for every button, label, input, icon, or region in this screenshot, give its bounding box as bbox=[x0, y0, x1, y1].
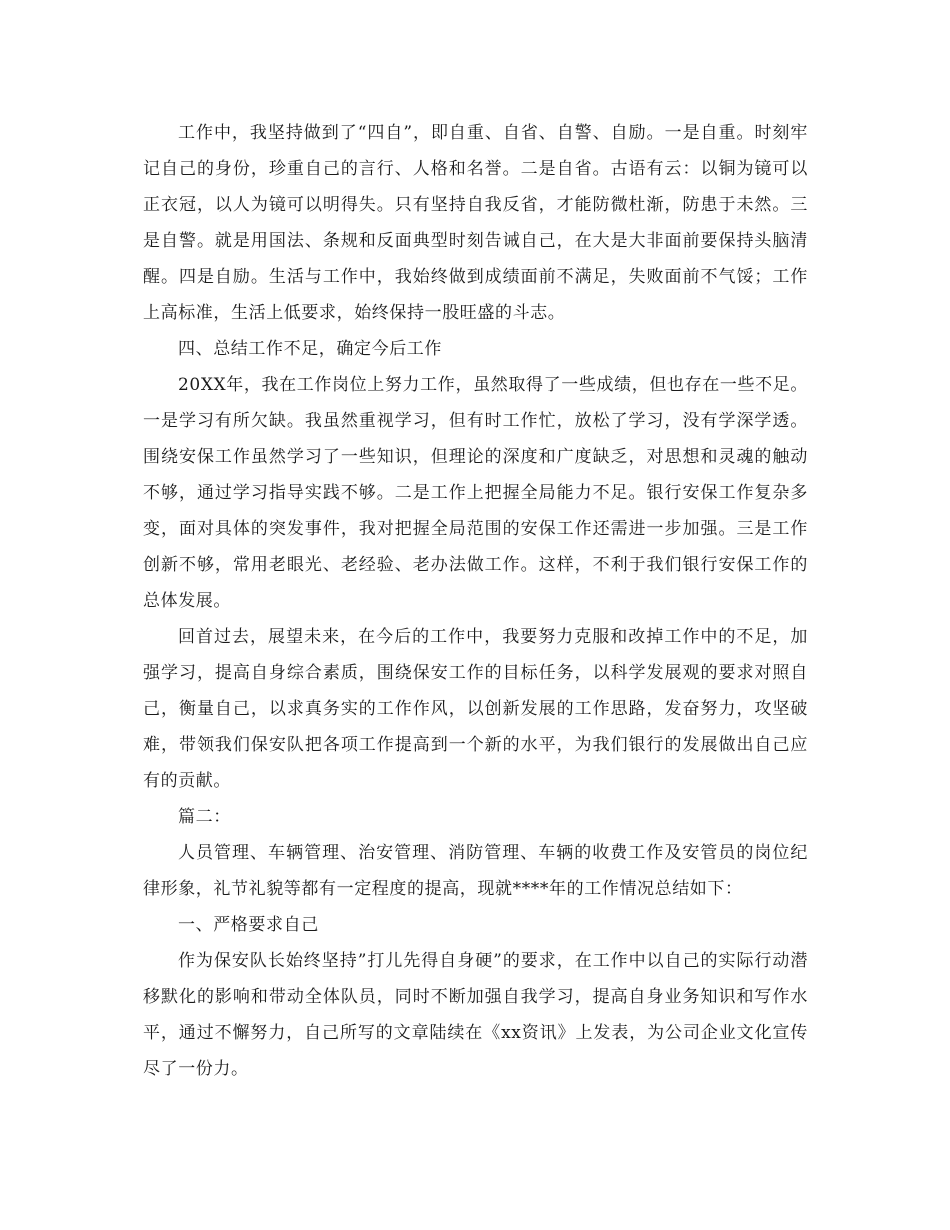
paragraph-team-leader: 作为保安队长始终坚持”打儿先得自身硬”的要求，在工作中以自己的实际行动潜移默化的影响和带动全体队员，同时不断加强自我学习，提高自身业务知识和写作水平，通过不懈努力，自己所写的文章陆续在《xx资讯》上发表，为公司企业文化宣传尽了一份力。 bbox=[143, 951, 808, 1079]
section-heading-summary: 四、总结工作不足，确定今后工作 bbox=[178, 339, 442, 359]
section-heading-self-discipline: 一、严格要求自己 bbox=[178, 915, 319, 935]
section-heading-part-two: 篇二： bbox=[178, 807, 231, 827]
paragraph-four-self: 工作中，我坚持做到了“四自”，即自重、自省、自警、自励。一是自重。时刻牢记自己的身份，珍重自己的言行、人格和名誉。二是自省。古语有云：以铜为镜可以正衣冠，以人为镜可以明得失。只有坚持自我反省，才能防微杜渐，防患于未然。三是自警。就是用国法、条规和反面典型时刻告诫自己，在大是大非面前要保持头脑清醒。四是自励。生活与工作中，我始终做到成绩面前不满足，失败面前不气馁；工作上高标准，生活上低要求，始终保持一股旺盛的斗志。 bbox=[143, 123, 808, 323]
paragraph-management-intro: 人员管理、车辆管理、治安管理、消防管理、车辆的收费工作及安管员的岗位纪律形象，礼节礼貌等都有一定程度的提高，现就****年的工作情况总结如下： bbox=[143, 843, 808, 899]
document-body bbox=[143, 115, 808, 1087]
paragraph-outlook: 回首过去，展望未来，在今后的工作中，我要努力克服和改掉工作中的不足，加强学习，提高自身综合素质，围绕保安工作的目标任务，以科学发展观的要求对照自己，衡量自己，以求真务实的工作作风，以创新发展的工作思路，发奋努力，攻坚破难，带领我们保安队把各项工作提高到一个新的水平，为我们银行的发展做出自己应有的贡献。 bbox=[143, 627, 808, 791]
paragraph-shortcomings: 20XX年，我在工作岗位上努力工作，虽然取得了一些成绩，但也存在一些不足。一是学习有所欠缺。我虽然重视学习，但有时工作忙，放松了学习，没有学深学透。围绕安保工作虽然学习了一些知识，但理论的深度和广度缺乏，对思想和灵魂的触动不够，通过学习指导实践不够。二是工作上把握全局能力不足。银行安保工作复杂多变，面对具体的突发事件，我对把握全局范围的安保工作还需进一步加强。三是工作创新不够，常用老眼光、老经验、老办法做工作。这样，不利于我们银行安保工作的总体发展。 bbox=[143, 375, 808, 611]
